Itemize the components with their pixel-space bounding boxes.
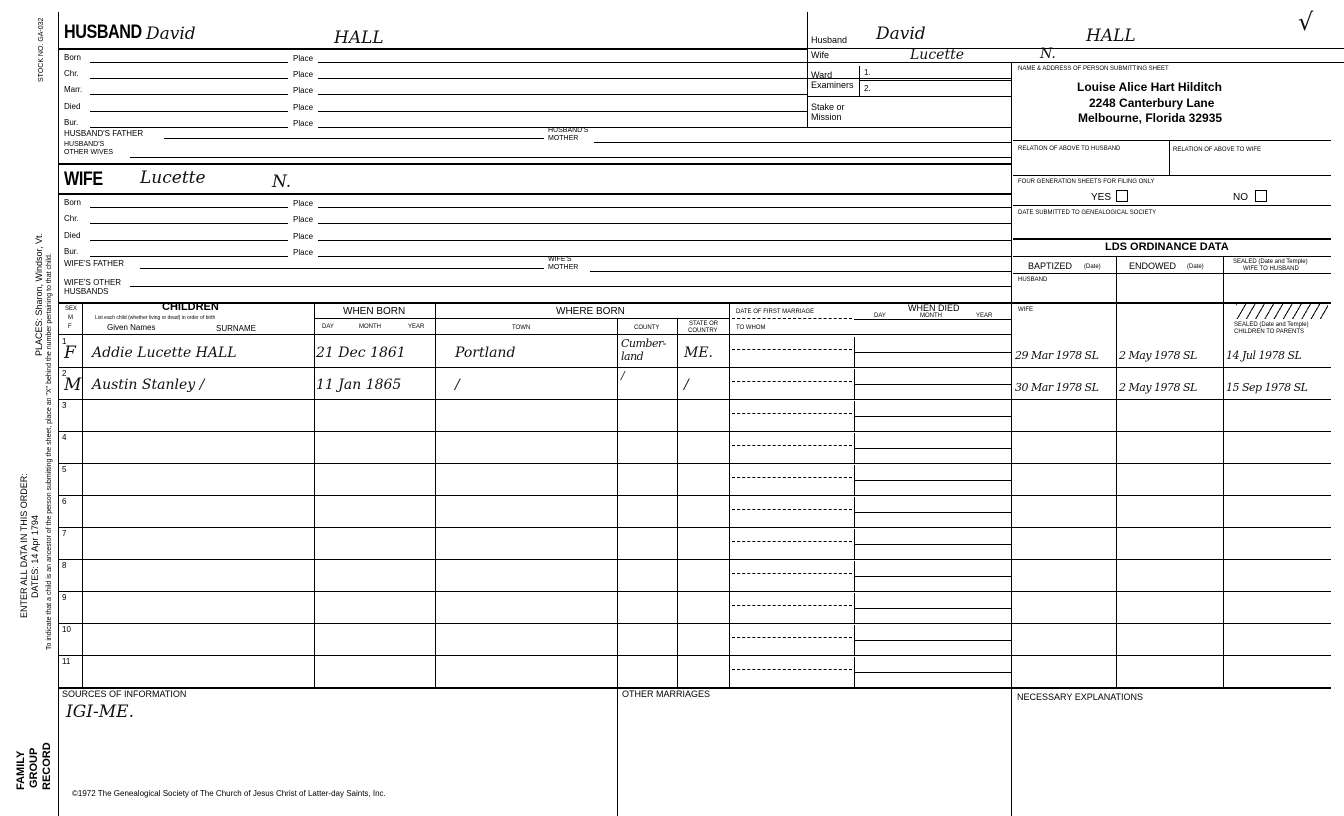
relation-divider	[1169, 141, 1170, 175]
wife-row-label: Born	[64, 198, 81, 207]
husband-date-line[interactable]	[90, 62, 288, 63]
lds-husband-label: HUSBAND	[1018, 277, 1048, 283]
child-baptized[interactable]: 30 Mar 1978 SL	[1015, 381, 1099, 394]
examiner-2-line[interactable]	[808, 96, 1012, 97]
died-line[interactable]	[854, 384, 1012, 385]
sealed-top-1: SEALED (Date and Temple)	[1233, 259, 1308, 265]
state-label-2: COUNTRY	[688, 328, 718, 334]
children-label: CHILDREN	[162, 301, 219, 313]
necessary-explanations-label: NECESSARY EXPLANATIONS	[1017, 692, 1144, 702]
yes-checkbox[interactable]	[1116, 190, 1128, 202]
wife-given-name[interactable]: Lucette	[140, 168, 206, 188]
examiner-2: 2.	[864, 84, 871, 93]
child-birth-state[interactable]: ME.	[684, 345, 714, 361]
husband-place-label: Place	[293, 70, 314, 79]
husband-row-label: Born	[64, 53, 81, 62]
relation-end-line	[1013, 175, 1331, 176]
wife-row-label: Bur.	[64, 247, 79, 256]
wife-row-label: Chr.	[64, 214, 79, 223]
baptized-date-word: (Date)	[1084, 264, 1101, 270]
wife-mother-label-2: MOTHER	[548, 264, 579, 271]
husband-other-wives-2: OTHER WIVES	[64, 149, 114, 156]
died-line[interactable]	[854, 576, 1012, 577]
where-born-line	[435, 318, 729, 319]
wife-surname[interactable]: N.	[272, 172, 292, 192]
wife-place-line[interactable]	[318, 223, 1012, 224]
died-line[interactable]	[854, 512, 1012, 513]
submitter-end-line	[1013, 140, 1331, 141]
lds-header-line	[1013, 273, 1331, 274]
other-husbands-line[interactable]	[130, 286, 1012, 287]
wife-father-label: WIFE'S FATHER	[64, 259, 125, 268]
wife-date-line[interactable]	[90, 256, 288, 257]
sources-value[interactable]: IGI-ME.	[66, 702, 134, 722]
husband-row-label: Chr.	[64, 69, 79, 78]
stake-label-1: Stake or	[811, 102, 845, 112]
husband-other-wives-1: HUSBAND'S	[64, 141, 105, 148]
hbox-wife-label: Wife	[811, 50, 829, 60]
marriage-dash-line	[732, 477, 852, 478]
where-born-label: WHERE BORN	[556, 306, 625, 317]
died-day: DAY	[874, 313, 886, 319]
husband-father-line[interactable]	[164, 138, 544, 139]
child-row-line	[59, 655, 1331, 656]
child-endowed[interactable]: 2 May 1978 SL	[1119, 381, 1197, 394]
child-number: 8	[62, 561, 67, 570]
wife-row-label: Died	[64, 231, 81, 240]
surname-label: SURNAME	[216, 324, 257, 333]
copyright: ©1972 The Genealogical Society of The Church of Jesus Christ of Latter-day Saints, Inc.	[72, 789, 386, 798]
other-wives-line[interactable]	[130, 157, 1012, 158]
husband-given-name[interactable]: David	[146, 24, 196, 44]
col-town	[617, 318, 618, 687]
wife-place-line[interactable]	[318, 240, 1012, 241]
child-birth-county[interactable]: /	[621, 369, 625, 382]
marriage-dash-line	[732, 605, 852, 606]
marriage-dash-line	[732, 573, 852, 574]
born-day: DAY	[322, 324, 334, 330]
col-county	[677, 318, 678, 687]
child-birth-state[interactable]: /	[684, 377, 689, 393]
footer-divider	[617, 688, 618, 816]
relation-wife-label: RELATION OF ABOVE TO WIFE	[1173, 147, 1262, 153]
husband-surname[interactable]: HALL	[334, 28, 384, 48]
child-birth-date[interactable]: 21 Dec 1861	[316, 345, 406, 361]
lds-wife-label: WIFE	[1018, 307, 1033, 313]
husband-place-line[interactable]	[318, 111, 807, 112]
husband-mother-label-2: MOTHER	[548, 135, 579, 142]
child-name[interactable]: Addie Lucette HALL	[92, 345, 237, 361]
child-number: 2	[62, 369, 67, 378]
husband-heading: HUSBAND	[64, 22, 142, 43]
child-number: 9	[62, 593, 67, 602]
husband-date-line[interactable]	[90, 78, 288, 79]
yes-label: YES	[1091, 192, 1112, 203]
wife-date-line[interactable]	[90, 240, 288, 241]
child-sex[interactable]: M	[64, 375, 82, 395]
to-whom-label: TO WHOM	[736, 325, 766, 331]
no-label: NO	[1233, 192, 1248, 203]
husband-date-line[interactable]	[90, 111, 288, 112]
child-sealed[interactable]: 15 Sep 1978 SL	[1226, 381, 1308, 394]
hbox-husband-surname[interactable]: HALL	[1086, 26, 1136, 46]
marriage-dash-line	[732, 349, 852, 350]
relation-husband-label: RELATION OF ABOVE TO HUSBAND	[1018, 146, 1121, 152]
enter-data-note: ENTER ALL DATA IN THIS ORDER:	[19, 473, 29, 618]
child-birth-town[interactable]: Portland	[455, 345, 516, 361]
husband-name-line	[59, 48, 807, 50]
sex-f: F	[68, 324, 72, 330]
examiner-1-line[interactable]	[860, 80, 1012, 81]
died-line[interactable]	[854, 672, 1012, 673]
husband-place-label: Place	[293, 86, 314, 95]
child-row-line	[59, 527, 1331, 528]
sex-m: M	[68, 315, 73, 321]
died-month: MONTH	[920, 313, 942, 319]
child-row-line	[59, 591, 1331, 592]
examiners-label: Examiners	[811, 80, 854, 90]
record-title-3: RECORD	[41, 742, 53, 790]
endowed-date-word: (Date)	[1187, 264, 1204, 270]
examiner-1: 1.	[864, 68, 871, 77]
stock-number: STOCK NO. GA-032	[38, 17, 45, 82]
wife-section-end	[59, 302, 1331, 304]
wife-place-label: Place	[293, 248, 314, 257]
marriage-dash-line	[732, 381, 852, 382]
wife-other-husbands-2: HUSBANDS	[64, 287, 109, 296]
child-row-line	[59, 495, 1331, 496]
children-note: List each child (whether living or dead) in order of birth	[95, 315, 216, 321]
lds-title: LDS ORDINANCE DATA	[1105, 241, 1229, 253]
child-endowed[interactable]: 2 May 1978 SL	[1119, 349, 1197, 362]
submitter-name[interactable]: Louise Alice Hart Hilditch	[1077, 80, 1222, 94]
child-row-line	[59, 623, 1331, 624]
wife-heading: WIFE	[64, 169, 103, 190]
child-number: 5	[62, 465, 67, 474]
wife-place-label: Place	[293, 215, 314, 224]
left-border	[58, 12, 59, 816]
children-header-line	[59, 334, 1012, 335]
wife-place-line[interactable]	[318, 207, 1012, 208]
places-note: PLACES: Sharon, Windsor, Vt.	[34, 232, 44, 356]
wife-place-label: Place	[293, 232, 314, 241]
sealed-bottom-1: SEALED (Date and Temple)	[1234, 322, 1309, 328]
right-section-border	[1011, 62, 1012, 816]
husband-place-label: Place	[293, 103, 314, 112]
husband-mother-line[interactable]	[594, 142, 1012, 143]
state-label-1: STATE OR	[689, 321, 719, 327]
town-label: TOWN	[512, 325, 531, 331]
hbox-wife-surname[interactable]: N.	[1040, 46, 1056, 62]
child-sex[interactable]: F	[64, 343, 76, 363]
wife-other-husbands-1: WIFE'S OTHER	[64, 278, 122, 287]
indicate-note: To indicate that a child is an ancestor of the person submitting the sheet, place an "X" behind the number pertaining to that child.	[46, 253, 53, 650]
marriage-dash-line	[732, 669, 852, 670]
husband-row-label: Bur.	[64, 118, 79, 127]
date-submitted-label: DATE SUBMITTED TO GENEALOGICAL SOCIETY	[1018, 210, 1157, 216]
born-month: MONTH	[359, 324, 381, 330]
marriage-dash-line	[732, 637, 852, 638]
wife-place-line[interactable]	[318, 256, 1012, 257]
wife-father-line[interactable]	[140, 268, 544, 269]
wife-date-line[interactable]	[90, 207, 288, 208]
sources-label: SOURCES OF INFORMATION	[62, 689, 187, 699]
wife-date-line[interactable]	[90, 223, 288, 224]
child-row-line	[59, 399, 1331, 400]
no-checkbox[interactable]	[1255, 190, 1267, 202]
husband-row-label: Died	[64, 102, 81, 111]
record-title-2: GROUP	[28, 747, 40, 788]
four-gen-label: FOUR GENERATION SHEETS FOR FILING ONLY	[1018, 179, 1155, 185]
child-number: 11	[62, 657, 71, 666]
record-title-1: FAMILY	[15, 750, 27, 790]
died-year: YEAR	[976, 313, 993, 319]
sealed-hatch	[1236, 304, 1328, 319]
checkmark: √	[1298, 8, 1314, 36]
marriage-dash-line	[732, 509, 852, 510]
sealed-bottom-2: CHILDREN TO PARENTS	[1234, 329, 1305, 335]
when-born-label: WHEN BORN	[343, 306, 406, 317]
wife-mother-label-1: WIFE'S	[548, 256, 572, 263]
hbox-husband-line	[808, 48, 1344, 49]
child-row-line	[59, 431, 1331, 432]
hbox-husband-given[interactable]: David	[876, 24, 926, 44]
lds-title-line	[1013, 256, 1331, 257]
child-baptized[interactable]: 29 Mar 1978 SL	[1015, 349, 1099, 362]
child-birth-town[interactable]: /	[455, 377, 460, 393]
first-marriage-label: DATE OF FIRST MARRIAGE	[736, 309, 815, 315]
husband-section-end	[59, 163, 1012, 165]
ward-label: Ward	[811, 70, 833, 80]
child-birth-date[interactable]: 11 Jan 1865	[316, 377, 402, 393]
other-marriages-label: OTHER MARRIAGES	[622, 689, 711, 699]
died-line[interactable]	[854, 448, 1012, 449]
stake-line[interactable]	[808, 127, 1012, 128]
submitter-city[interactable]: Melbourne, Florida 32935	[1078, 111, 1223, 125]
died-line[interactable]	[854, 544, 1012, 545]
husband-place-line[interactable]	[318, 94, 807, 95]
when-born-line	[314, 318, 435, 319]
dates-note: DATES: 14 Apr 1794	[30, 515, 40, 598]
died-line[interactable]	[854, 640, 1012, 641]
hbox-wife-line	[808, 62, 1344, 63]
husband-place-line[interactable]	[318, 78, 1012, 79]
lds-top-line	[1013, 238, 1331, 240]
wife-place-label: Place	[293, 199, 314, 208]
husband-place-label: Place	[293, 54, 314, 63]
submitter-address[interactable]: 2248 Canterbury Lane	[1089, 96, 1215, 110]
died-line[interactable]	[854, 480, 1012, 481]
when-died-label: WHEN DIED	[908, 303, 960, 313]
child-number: 3	[62, 401, 67, 410]
wife-mother-line[interactable]	[590, 271, 1012, 272]
child-number: 1	[62, 337, 67, 346]
child-number: 4	[62, 433, 67, 442]
child-number: 7	[62, 529, 67, 538]
husband-date-line[interactable]	[90, 127, 288, 128]
child-name[interactable]: Austin Stanley /	[92, 377, 205, 393]
header-box-left	[807, 12, 808, 128]
died-line[interactable]	[854, 608, 1012, 609]
child-number: 10	[62, 625, 71, 634]
wife-name-line	[59, 193, 1012, 195]
child-birth-county[interactable]: Cumber-land	[621, 337, 666, 363]
baptized-label: BAPTIZED	[1028, 261, 1073, 271]
stake-label-2: Mission	[811, 112, 842, 122]
child-sealed[interactable]: 14 Jul 1978 SL	[1226, 349, 1302, 362]
husband-father-label: HUSBAND'S FATHER	[64, 129, 144, 138]
county-label: COUNTY	[634, 325, 660, 331]
marriage-dash-line	[732, 413, 852, 414]
husband-mother-label-1: HUSBAND'S	[548, 127, 589, 134]
four-gen-end-line	[1013, 205, 1331, 206]
marriage-dash-line	[732, 541, 852, 542]
died-line[interactable]	[854, 416, 1012, 417]
examiners-divider	[859, 66, 860, 96]
hbox-wife-given[interactable]: Lucette	[910, 47, 964, 63]
first-marriage-dash	[732, 318, 852, 319]
hbox-husband-label: Husband	[811, 35, 848, 45]
given-names-label: Given Names	[107, 323, 156, 332]
child-row-line	[59, 463, 1331, 464]
sex-label: SEX	[65, 306, 78, 312]
born-year: YEAR	[408, 324, 425, 330]
endowed-label: ENDOWED	[1129, 261, 1176, 271]
marriage-dash-line	[732, 445, 852, 446]
when-died-line	[854, 319, 1012, 320]
husband-row-label: Marr.	[64, 85, 83, 94]
husband-place-label: Place	[293, 119, 314, 128]
sealed-top-2: WIFE TO HUSBAND	[1243, 266, 1299, 272]
child-row-line	[59, 559, 1331, 560]
husband-date-line[interactable]	[90, 94, 288, 95]
child-row-line	[59, 367, 1331, 368]
submitter-label: NAME & ADDRESS OF PERSON SUBMITTING SHEET	[1018, 66, 1169, 72]
died-line[interactable]	[854, 352, 1012, 353]
child-number: 6	[62, 497, 67, 506]
